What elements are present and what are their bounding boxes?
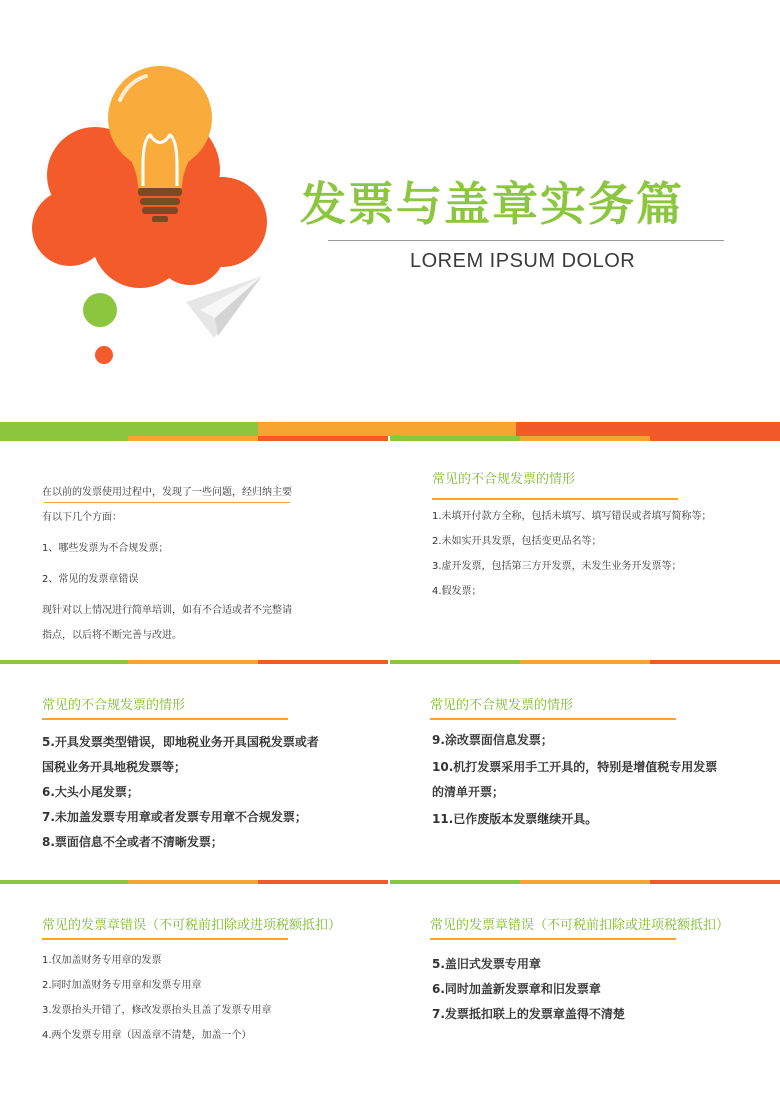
panel-list	[432, 958, 625, 1033]
panel-color-bar	[390, 880, 780, 884]
invoice-issues-panel-3	[390, 660, 780, 880]
list-item: 5.盖旧式发票专用章	[432, 957, 541, 971]
panel-color-bar	[0, 660, 390, 664]
list-item: 6.同时加盖新发票章和旧发票章	[432, 982, 601, 996]
panel-divider	[42, 718, 288, 720]
seal-errors-panel-2	[390, 880, 780, 1102]
panel-title: 常见的不合规发票的情形	[42, 698, 186, 713]
list-item: 6.大头小尾发票；	[42, 785, 139, 799]
title-divider	[328, 240, 724, 241]
panel-color-bar	[390, 660, 780, 664]
intro-line: 指点，以后将不断完善与改进。	[42, 630, 182, 641]
invoice-issues-panel-2	[0, 660, 390, 880]
intro-divider	[44, 502, 290, 503]
intro-item: 2、常见的发票章错误	[42, 574, 139, 585]
color-band-top	[0, 422, 780, 442]
list-item: 4.假发票；	[432, 586, 482, 597]
list-item: 1.仅加盖财务专用章的发票	[42, 955, 162, 966]
intro-line: 有以下几个方面：	[42, 512, 122, 523]
panel-list	[42, 956, 272, 1056]
paper-plane-icon	[186, 276, 262, 338]
panel-divider	[430, 938, 676, 940]
seal-errors-panel-1	[0, 880, 390, 1102]
list-item: 5.开具发票类型错误，即地税业务开具国税发票或者	[42, 735, 319, 749]
panel-title: 常见的发票章错误（不可税前扣除或进项税额抵扣）	[42, 918, 342, 933]
panel-divider	[42, 938, 288, 940]
list-item: 7.发票抵扣联上的发票章盖得不清楚	[432, 1007, 625, 1021]
panel-list	[432, 734, 717, 838]
list-item: 1.未填开付款方全称，包括未填写、填写错误或者填写简称等；	[432, 511, 712, 522]
list-item: 10.机打发票采用手工开具的，特别是增值税专用发票	[432, 760, 718, 774]
intro-item: 1、哪些发票为不合规发票；	[42, 543, 169, 554]
panel-divider	[432, 498, 678, 500]
panel-divider	[430, 718, 676, 720]
list-item: 的清单开票；	[432, 785, 505, 799]
list-item: 7.未加盖发票专用章或者发票专用章不合规发票；	[42, 810, 307, 824]
intro-line: 现针对以上情况进行简单培训，如有不合适或者不完整请	[42, 605, 292, 616]
list-item: 9.涂改票面信息发票；	[432, 733, 553, 747]
panel-list	[432, 512, 712, 612]
list-item: 3.虚开发票，包括第三方开发票，未发生业务开发票等；	[432, 561, 682, 572]
intro-line: 在以前的发票使用过程中，发现了一些问题，经归纳主要	[42, 487, 292, 498]
panel-title: 常见的不合规发票的情形	[430, 698, 574, 713]
thought-bubble-red	[95, 346, 113, 364]
intro-text	[42, 483, 292, 641]
panel-color-bar	[0, 880, 390, 884]
title-section	[0, 0, 780, 422]
invoice-issues-panel-1	[390, 442, 780, 662]
lightbulb-cloud-illustration	[0, 0, 300, 380]
list-item: 3.发票抬头开错了，修改发票抬头且盖了发票专用章	[42, 1005, 272, 1016]
panel-title: 常见的不合规发票的情形	[432, 472, 576, 487]
panel-title: 常见的发票章错误（不可税前扣除或进项税额抵扣）	[430, 918, 730, 933]
intro-panel	[0, 442, 390, 662]
list-item: 4.两个发票专用章（因盖章不清楚，加盖一个）	[42, 1030, 252, 1041]
list-item: 11.已作废版本发票继续开具。	[432, 812, 598, 826]
thought-bubble-green	[83, 293, 117, 327]
list-item: 2.未如实开具发票，包括变更品名等；	[432, 536, 602, 547]
panel-list	[42, 736, 319, 861]
list-item: 国税业务开具地税发票等；	[42, 760, 187, 774]
list-item: 2.同时加盖财务专用章和发票专用章	[42, 980, 202, 991]
slide-subtitle: LOREM IPSUM DOLOR	[410, 250, 636, 272]
list-item: 8.票面信息不全或者不清晰发票；	[42, 835, 223, 849]
slide-title: 发票与盖章实务篇	[300, 177, 684, 231]
